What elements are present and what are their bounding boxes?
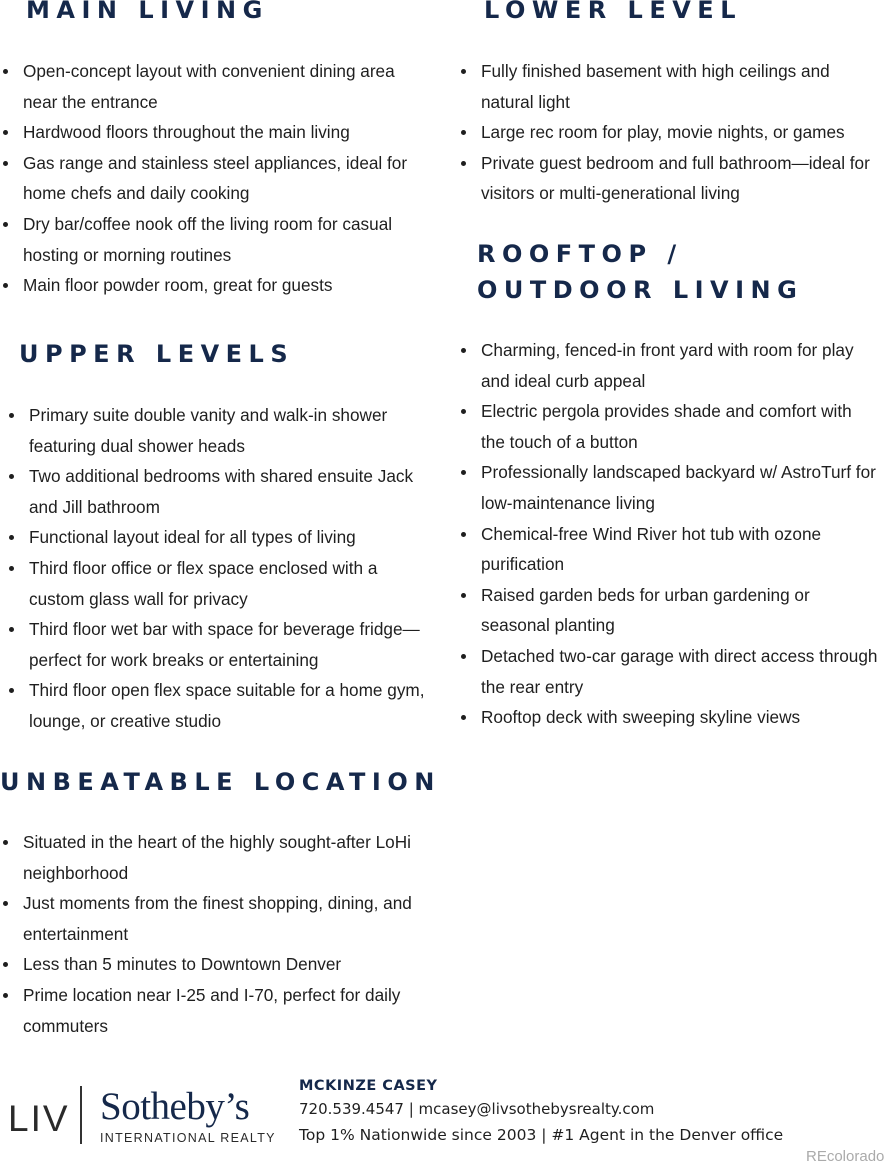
list-item: Less than 5 minutes to Downtown Denver (0, 949, 420, 980)
list-item: Professionally landscaped backyard w/ AstroTurf for low-maintenance living (458, 457, 878, 518)
brokerage-logo (8, 1084, 278, 1150)
location-list (0, 827, 420, 1041)
lower-level-heading: LOWER LEVEL (484, 0, 742, 24)
logo-divider (80, 1086, 82, 1144)
footer (0, 1072, 889, 1164)
rooftop-outdoor-heading: ROOFTOP / OUTDOOR LIVING (477, 240, 804, 304)
list-item: Rooftop deck with sweeping skyline views (458, 702, 878, 733)
list-item: Third floor office or flex space enclosed with a custom glass wall for privacy (6, 553, 426, 614)
list-item: Hardwood floors throughout the main living (0, 117, 425, 148)
list-item: Just moments from the finest shopping, dining, and entertainment (0, 888, 420, 949)
list-item: Prime location near I-25 and I-70, perfect for daily commuters (0, 980, 420, 1041)
list-item: Chemical-free Wind River hot tub with ozone purification (458, 519, 878, 580)
main-living-list (0, 56, 425, 301)
lower-level-list (458, 56, 878, 209)
list-item: Functional layout ideal for all types of living (6, 522, 426, 553)
list-item: Large rec room for play, movie nights, or games (458, 117, 878, 148)
list-item: Electric pergola provides shade and comfort with the touch of a button (458, 396, 878, 457)
logo-subtitle: INTERNATIONAL REALTY (100, 1131, 276, 1145)
upper-levels-list (6, 400, 426, 737)
list-item: Raised garden beds for urban gardening or seasonal planting (458, 580, 878, 641)
list-item: Third floor open flex space suitable for a home gym, lounge, or creative studio (6, 675, 426, 736)
watermark: REcolorado (806, 1148, 885, 1165)
list-item: Private guest bedroom and full bathroom—ideal for visitors or multi-generational living (458, 148, 878, 209)
list-item: Charming, fenced-in front yard with room for play and ideal curb appeal (458, 335, 878, 396)
list-item: Open-concept layout with convenient dining area near the entrance (0, 56, 425, 117)
rooftop-outdoor-list (458, 335, 878, 733)
agent-info (299, 1076, 783, 1148)
agent-rank: Top 1% Nationwide since 2003 | #1 Agent in the Denver office (299, 1126, 784, 1144)
main-living-heading: MAIN LIVING (26, 0, 269, 24)
logo-brand-text: Sotheby’s (100, 1085, 250, 1128)
list-item: Two additional bedrooms with shared ensuite Jack and Jill bathroom (6, 461, 426, 522)
list-item: Third floor wet bar with space for beverage fridge—perfect for work breaks or entertaining (6, 614, 426, 675)
list-item: Situated in the heart of the highly sought-after LoHi neighborhood (0, 827, 420, 888)
agent-contact: 720.539.4547 | mcasey@livsothebysrealty.com (299, 1100, 655, 1118)
list-item: Dry bar/coffee nook off the living room for casual hosting or morning routines (0, 209, 425, 270)
agent-name: MCKINZE CASEY (299, 1078, 438, 1094)
location-heading: UNBEATABLE LOCATION (0, 768, 441, 796)
list-item: Fully finished basement with high ceilings and natural light (458, 56, 878, 117)
upper-levels-heading: UPPER LEVELS (19, 340, 295, 368)
logo-liv-text: LIV (8, 1098, 70, 1139)
list-item: Primary suite double vanity and walk-in shower featuring dual shower heads (6, 400, 426, 461)
list-item: Gas range and stainless steel appliances, ideal for home chefs and daily cooking (0, 148, 425, 209)
list-item: Detached two-car garage with direct access through the rear entry (458, 641, 878, 702)
list-item: Main floor powder room, great for guests (0, 270, 425, 301)
